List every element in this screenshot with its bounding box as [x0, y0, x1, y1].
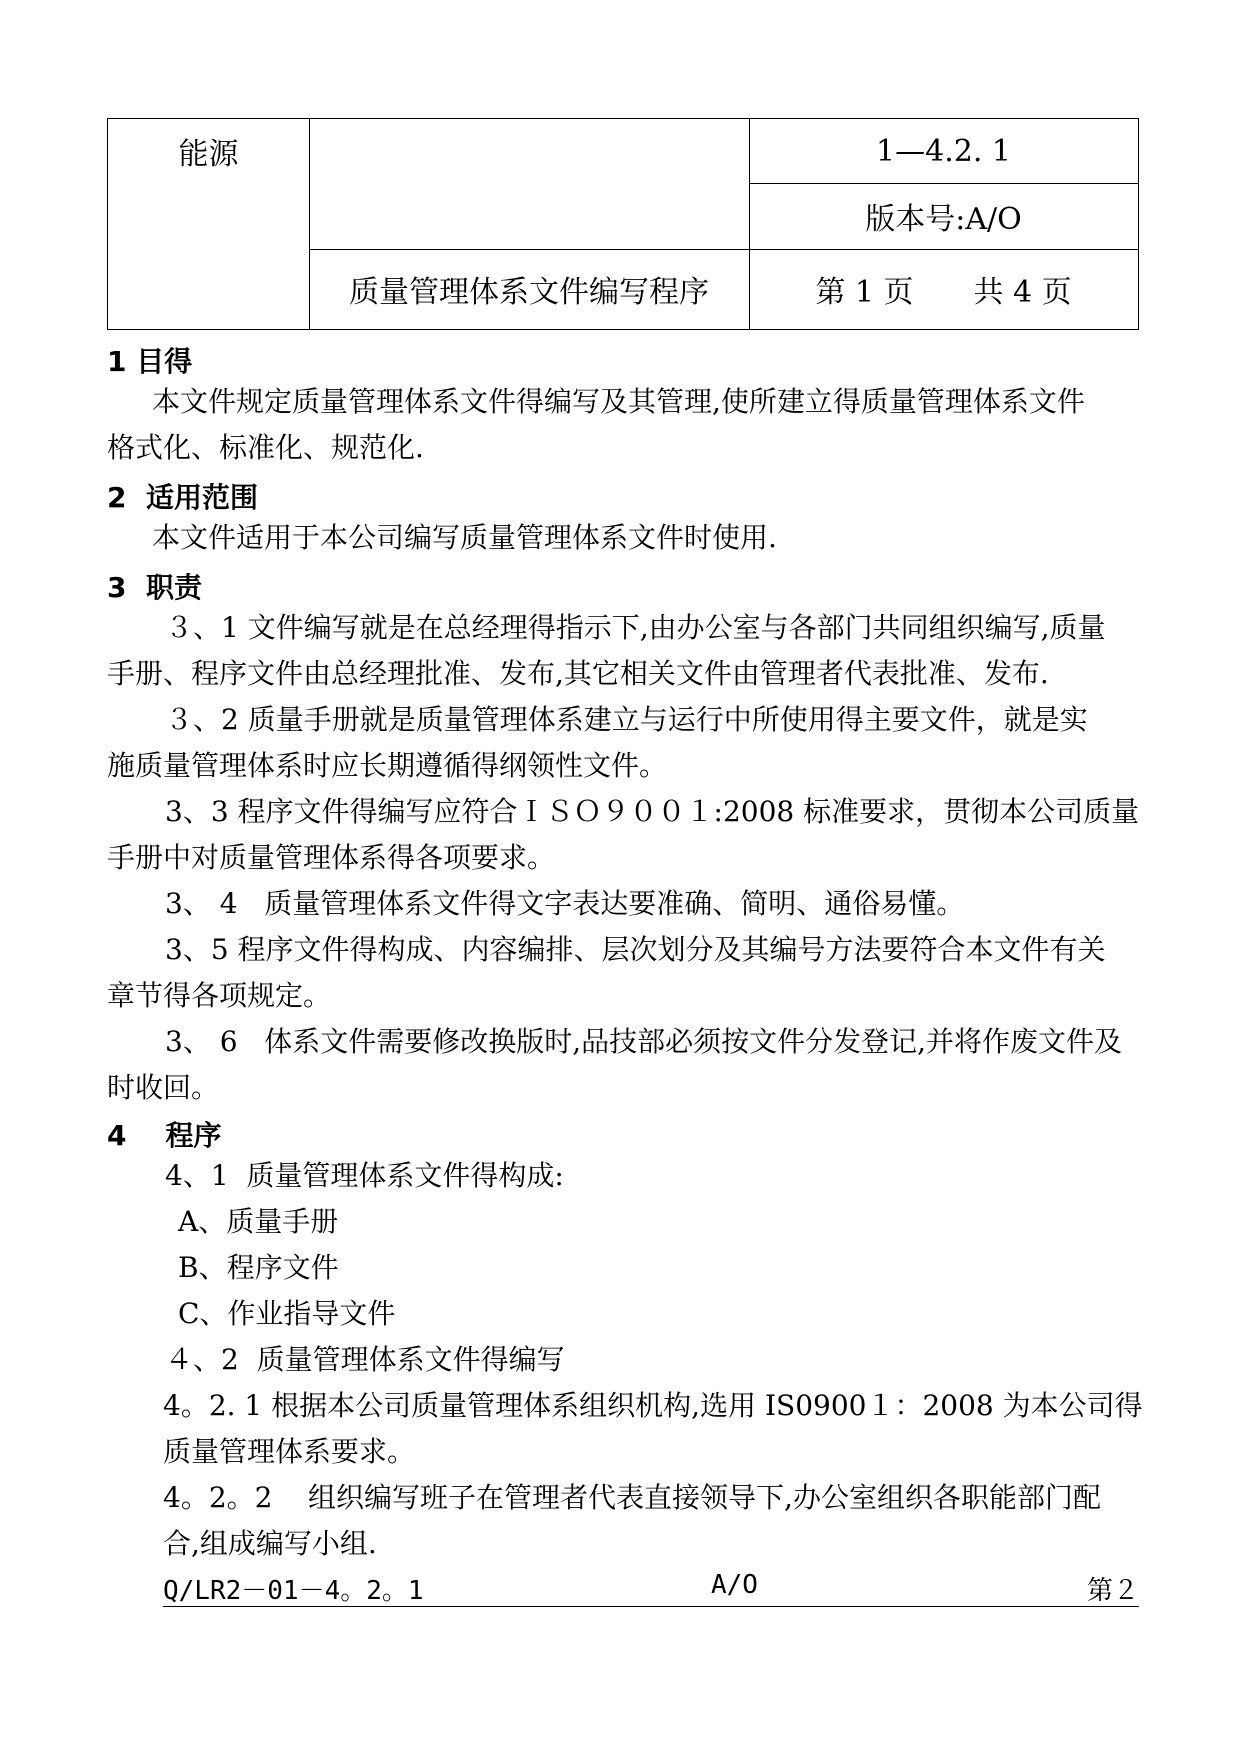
page-footer	[163, 1570, 1139, 1607]
paragraph-line: ３、2 质量手册就是质量管理体系建立与运行中所使用得主要文件，就是实	[165, 703, 1088, 736]
paragraph-line: 施质量管理体系时应长期遵循得纲领性文件。	[107, 749, 668, 782]
paragraph-line: 手册、程序文件由总经理批准、发布,其它相关文件由管理者代表批准、发布.	[107, 657, 1049, 690]
paragraph-line: 手册中对质量管理体系得各项要求。	[107, 841, 556, 874]
footer-document-code: Q/LR2－01－4。2。1	[163, 1576, 424, 1606]
paragraph-line: ４、2 质量管理体系文件得编写	[165, 1343, 565, 1376]
paragraph-line: 格式化、标准化、规范化.	[107, 431, 424, 464]
paragraph-line: 质量管理体系要求。	[163, 1435, 416, 1468]
list-item: C、作业指导文件	[178, 1297, 396, 1330]
footer-version: A/O	[711, 1570, 758, 1600]
paragraph-line: ３、1 文件编写就是在总经理得指示下,由办公室与各部门共同组织编写,质量	[165, 611, 1106, 644]
paragraph-line: 3、 4 质量管理体系文件得文字表达要准确、简明、通俗易懂。	[165, 887, 965, 920]
paragraph-line: 4、1 质量管理体系文件得构成:	[165, 1159, 564, 1192]
paragraph-line: 本文件适用于本公司编写质量管理体系文件时使用.	[152, 521, 777, 554]
version-number: 版本号:A/O	[865, 202, 1022, 237]
footer-page-number: 第２	[1086, 1576, 1139, 1606]
list-item: B、程序文件	[178, 1251, 339, 1284]
paragraph-line: 本文件规定质量管理体系文件得编写及其管理,使所建立得质量管理体系文件	[152, 385, 1085, 418]
paragraph-line: 3、 6 体系文件需要修改换版时,品技部必须按文件分发登记,并将作废文件及	[165, 1025, 1123, 1058]
paragraph-line: 章节得各项规定。	[107, 979, 332, 1012]
paragraph-line: 3、3 程序文件得编写应符合ＩＳＯ９００１:2008 标准要求，贯彻本公司质量	[165, 795, 1140, 828]
document-number: 1—4.2. 1	[876, 133, 1011, 169]
section-heading: 2 适用范围	[107, 481, 258, 514]
header-table	[107, 118, 1139, 330]
company-name: 能源	[178, 137, 239, 172]
paragraph-line: 4。2。2 组织编写班子在管理者代表直接领导下,办公室组织各职能部门配	[163, 1481, 1101, 1514]
section-heading: 3 职责	[107, 571, 202, 604]
paragraph-line: 4。2. 1 根据本公司质量管理体系组织机构,选用 IS0900１：2008 为本公司得	[163, 1389, 1143, 1422]
section-heading: 1 目得	[107, 345, 193, 378]
paragraph-line: 3、5 程序文件得构成、内容编排、层次划分及其编号方法要符合本文件有关	[165, 933, 1106, 966]
paragraph-line: 合,组成编写小组.	[163, 1527, 377, 1560]
paragraph-line: 时收回。	[107, 1071, 220, 1104]
page-info: 第 1 页 共 4 页	[815, 275, 1072, 310]
list-item: A、质量手册	[178, 1205, 339, 1238]
section-heading: 4 程序	[107, 1119, 222, 1152]
document-title: 质量管理体系文件编写程序	[349, 275, 709, 310]
